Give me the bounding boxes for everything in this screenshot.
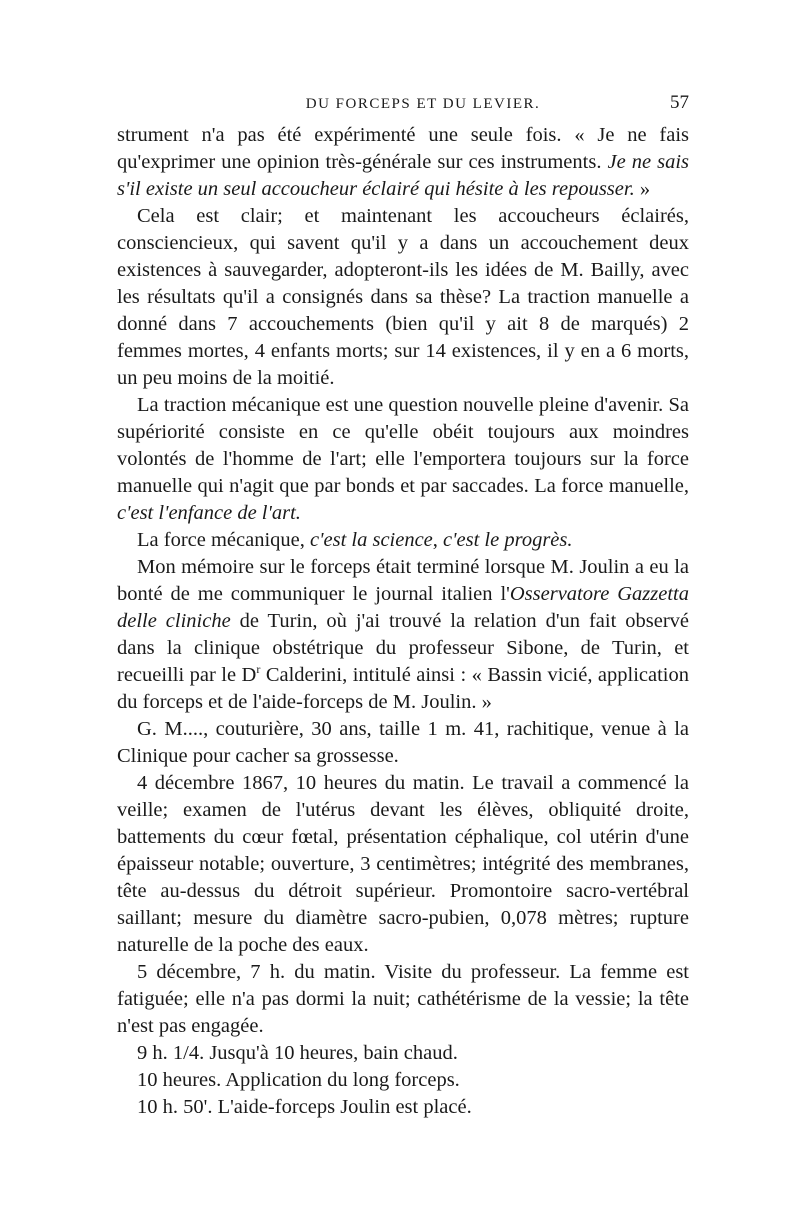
- paragraph: [117, 1094, 689, 1121]
- italic-run: c'est la science: [310, 529, 433, 551]
- body-text: [117, 122, 689, 1121]
- text-run: G. M...., couturière, 30 ans, taille 1 m. 41, rachitique, venue à la Clinique pour cacher sa grossesse.: [117, 718, 689, 767]
- text-run: ,: [432, 529, 444, 551]
- text-run: strument n'a pas été expérimenté une seule fois. « Je ne fais qu'exprimer une opinion très-générale sur ces instruments.: [117, 124, 689, 173]
- text-run: Mon mémoire sur le forceps était terminé lorsque M. Joulin a eu la bonté de me communiquer le journal italien l': [117, 556, 689, 605]
- text-run: La force mécanique,: [137, 529, 311, 551]
- book-page: [117, 92, 689, 1121]
- superscript: r: [256, 662, 261, 677]
- paragraph: [117, 1040, 689, 1067]
- paragraph: [117, 959, 689, 1040]
- text-run: 10 h. 50'. L'aide-forceps Joulin est placé.: [137, 1096, 472, 1118]
- text-run: 5 décembre, 7 h. du matin. Visite du professeur. La femme est fatiguée; elle n'a pas dormi la nuit; cathétérisme de la vessie; la tête n'est pas engagée.: [117, 961, 689, 1037]
- italic-run: c'est le progrès.: [443, 529, 573, 551]
- text-run: Cela est clair; et maintenant les accoucheurs éclairés, consciencieux, qui savent qu'il y a dans un accouchement deux existences à sauvegarder, adopteront-ils les idées de M. Bailly, avec les résultats qu'il a consignés dans sa thèse? La traction manuelle a donné dans 7 accouchements (bien qu'il y ait 8 de marqués) 2 femmes mortes, 4 enfants morts; sur 14 existences, il y en a 6 morts, un peu moins de la moitié.: [117, 205, 689, 389]
- paragraph: [117, 527, 689, 554]
- text-run: 4 décembre 1867, 10 heures du matin. Le travail a commencé la veille; examen de l'utérus devant les élèves, obliquité droite, battements du cœur fœtal, présentation céphalique, col utérin d'une épaisseur notable; ouverture, 3 centimètres; intégrité des membranes, tête au-dessus du détroit supérieur. Promontoire sacro-vertébral saillant; mesure du diamètre sacro-pubien, 0,078 mètres; rupture naturelle de la poche des eaux.: [117, 772, 689, 956]
- text-run: de Turin, où j'ai trouvé la relation d'un fait observé dans la clinique obstétrique du professeur Sibone, de Turin, et recueilli par le D: [117, 610, 689, 686]
- italic-run: Osservatore Gazzetta delle cliniche: [117, 583, 689, 632]
- paragraph: [117, 122, 689, 203]
- paragraph: [117, 554, 689, 716]
- paragraph: [117, 770, 689, 959]
- page-number: 57: [670, 92, 689, 113]
- italic-run: Je ne sais s'il existe un seul accoucheur éclairé qui hésite à les repousser.: [117, 151, 689, 200]
- paragraph: [117, 1067, 689, 1094]
- text-run: Calderini, intitulé ainsi : « Bassin vicié, application du forceps et de l'aide-forceps de M. Joulin. »: [117, 664, 689, 713]
- text-run: 10 heures. Application du long forceps.: [137, 1069, 460, 1091]
- text-run: 9 h. 1/4. Jusqu'à 10 heures, bain chaud.: [137, 1042, 458, 1064]
- text-run: La traction mécanique est une question nouvelle pleine d'avenir. Sa supériorité consiste en ce qu'elle obéit toujours aux moindres volontés de l'homme de l'art; elle l'emportera toujours sur la force manuelle qui n'agit que par bonds et par saccades. La force manuelle,: [117, 394, 689, 497]
- paragraph: [117, 392, 689, 527]
- running-header: [117, 92, 689, 122]
- running-title: DU FORCEPS ET DU LEVIER.: [305, 96, 541, 112]
- paragraph: [117, 203, 689, 392]
- paragraph: [117, 716, 689, 770]
- text-run: »: [634, 178, 651, 200]
- italic-run: c'est l'enfance de l'art.: [117, 502, 301, 524]
